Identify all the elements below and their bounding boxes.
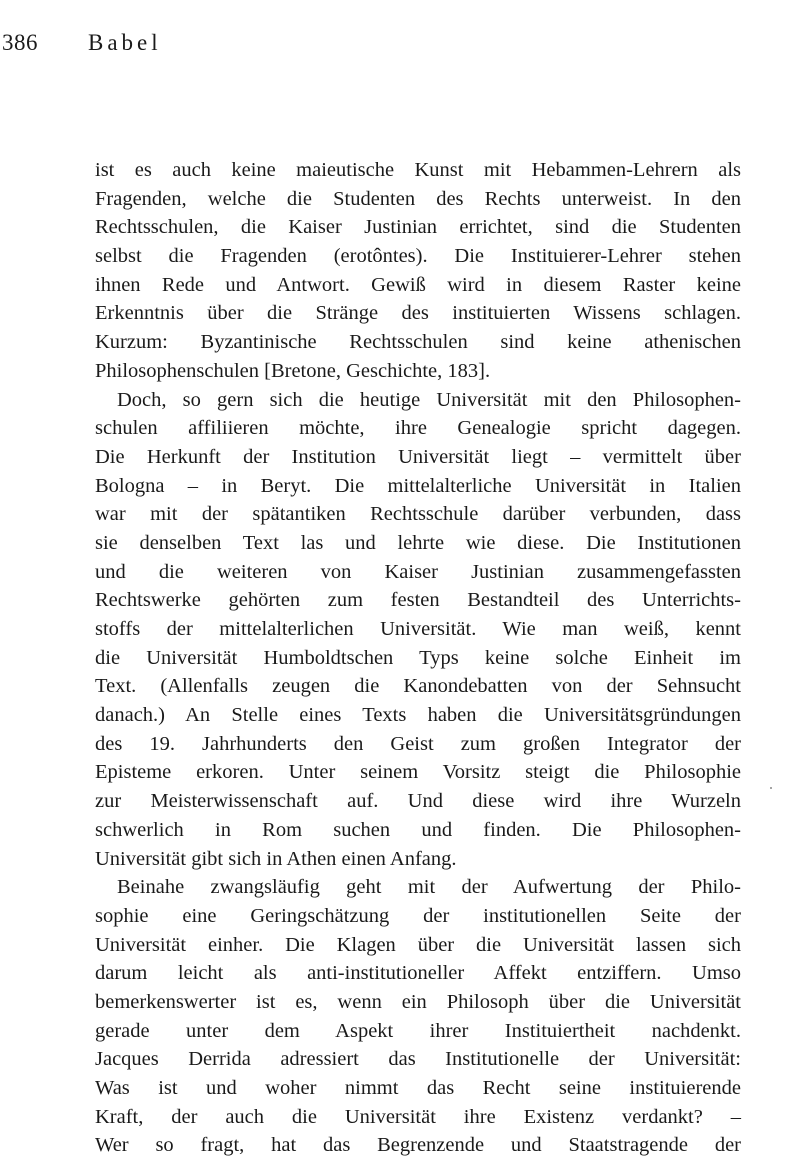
text-line: danach.) An Stelle eines Texts haben die Universitätsgründungen [95,704,741,727]
body-text [95,156,741,1160]
text-line: Rechtsschulen, die Kaiser Justinian errichtet, sind die Studenten [95,216,741,239]
page-number: 386 [2,30,38,55]
text-line: Kurzum: Byzantinische Rechtsschulen sind keine athenischen [95,331,741,354]
text-line: des 19. Jahrhunderts den Geist zum großen Integrator der [95,732,741,755]
text-line: sie denselben Text las und lehrte wie diese. Die Institutionen [95,531,741,554]
text-line: Fragenden, welche die Studenten des Rechts unterweist. In den [95,187,741,210]
text-line: und die weiteren von Kaiser Justinian zusammengefassten [95,560,741,583]
text-line: Text. (Allenfalls zeugen die Kanondebatten von der Sehnsucht [95,675,741,698]
text-line: die Universität Humboldtschen Typs keine solche Einheit im [95,646,741,669]
text-line: bemerkenswerter ist es, wenn ein Philosoph über die Universität [95,990,741,1013]
text-line: schwerlich in Rom suchen und finden. Die Philosophen- [95,818,741,841]
text-line: selbst die Fragenden (erotôntes). Die Instituierer-Lehrer stehen [95,245,741,268]
text-line: Wer so fragt, hat das Begrenzende und Staatstragende der [95,1134,741,1157]
text-line: Universität einher. Die Klagen über die Universität lassen sich [95,933,741,956]
text-line: darum leicht als anti-institutioneller Affekt entziffern. Umso [95,962,741,985]
text-line: Doch, so gern sich die heutige Universität mit den Philosophen- [117,388,741,411]
text-line: Was ist und woher nimmt das Recht seine instituierende [95,1077,741,1099]
text-line: Erkenntnis über die Stränge des instituierten Wissens schlagen. [95,302,741,325]
text-line: stoffs der mittelalterlichen Universität. Wie man weiß, kennt [95,618,741,640]
text-line: sophie eine Geringschätzung der institutionellen Seite der [95,904,741,927]
text-line: Die Herkunft der Institution Universität liegt – vermittelt über [95,445,741,468]
text-line: zur Meisterwissenschaft auf. Und diese wird ihre Wurzeln [95,790,741,813]
text-line: Universität gibt sich in Athen einen Anfang. [95,847,457,870]
text-line: Kraft, der auch die Universität ihre Existenz verdankt? – [95,1105,741,1128]
text-line: Beinahe zwangsläufig geht mit der Aufwertung der Philo- [117,876,741,899]
text-line: ihnen Rede und Antwort. Gewiß wird in diesem Raster keine [95,273,741,296]
scan-speck [770,787,772,789]
text-line: Philosophenschulen [Bretone, Geschichte, 183]. [95,359,491,382]
text-line: war mit der spätantiken Rechtsschule darüber verbunden, dass [95,503,741,526]
text-line: Rechtswerke gehörten zum festen Bestandteil des Unterrichts- [95,589,741,612]
text-line: gerade unter dem Aspekt ihrer Instituiertheit nachdenkt. [95,1019,741,1042]
text-line: ist es auch keine maieutische Kunst mit Hebammen-Lehrern als [95,159,741,181]
text-line: schulen affiliieren möchte, ihre Genealogie spricht dagegen. [95,417,741,440]
text-line: Bologna – in Beryt. Die mittelalterliche Universität in Italien [95,474,741,497]
text-line: Jacques Derrida adressiert das Institutionelle der Universität: [95,1048,741,1071]
running-head: Babel [88,30,162,55]
text-line: Episteme erkoren. Unter seinem Vorsitz steigt die Philosophie [95,761,741,784]
